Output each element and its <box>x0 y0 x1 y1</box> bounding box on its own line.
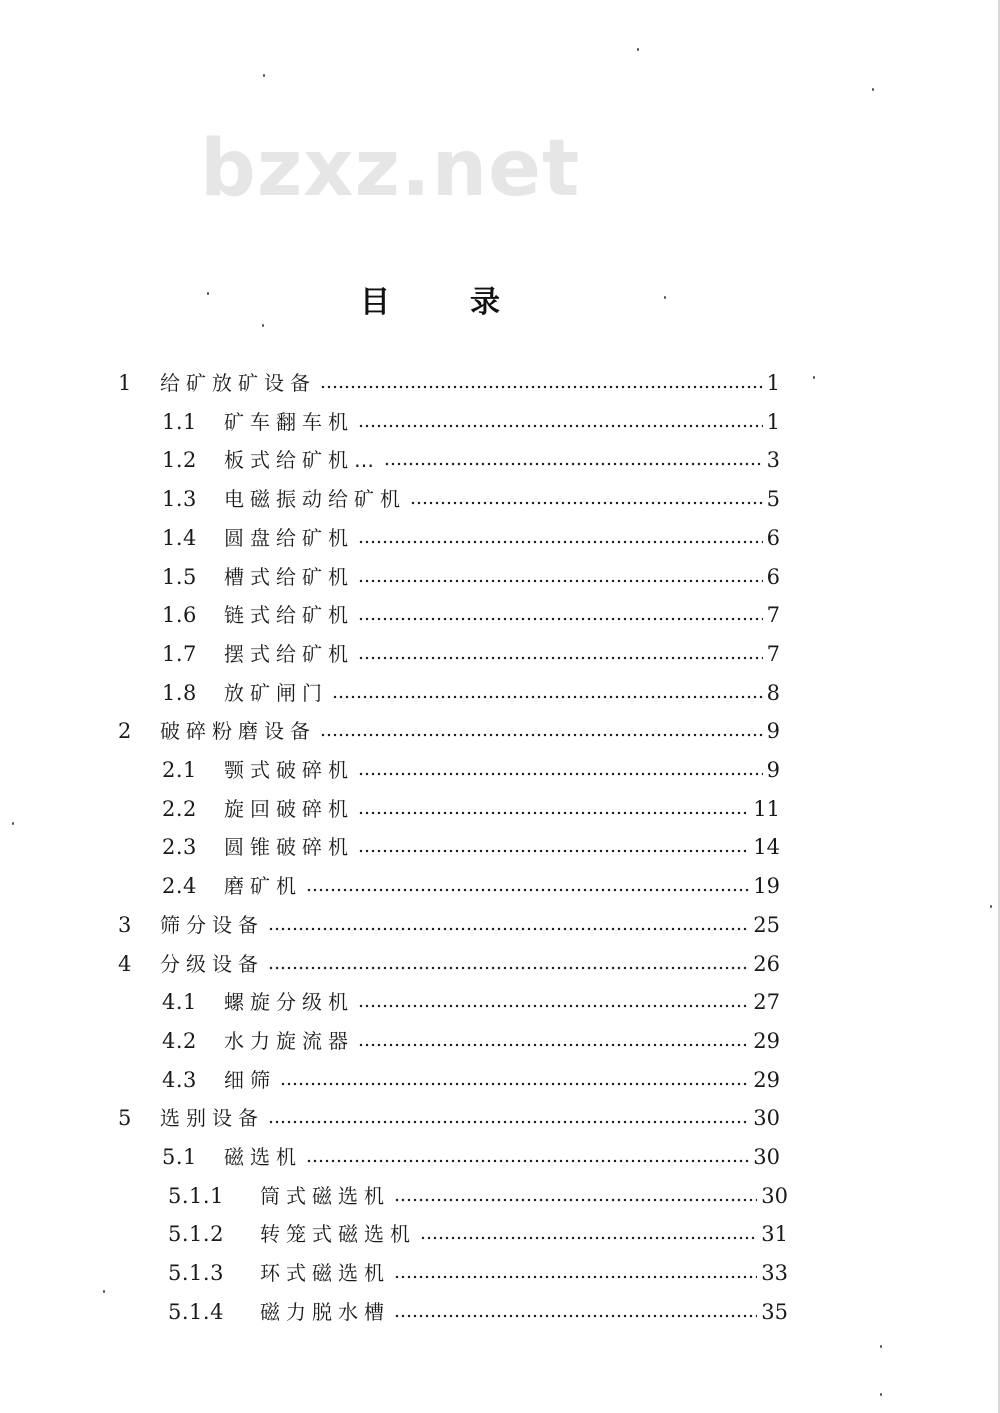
toc-entry-page: 29 <box>753 1028 780 1053</box>
dot-leader <box>358 849 749 853</box>
dot-leader <box>332 695 763 699</box>
toc-entry-label: 选别设备 <box>160 1106 264 1131</box>
toc-entry[interactable] <box>118 712 780 750</box>
toc-entry-label: 旋回破碎机 <box>224 796 354 821</box>
toc-entry-page: 19 <box>753 874 780 899</box>
toc-entry-page: 27 <box>753 990 780 1015</box>
scan-speck <box>12 822 14 825</box>
toc-entry[interactable] <box>162 1022 780 1060</box>
toc-entry-label: 摆式给矿机 <box>224 641 354 666</box>
toc-entry-label: 水力旋流器 <box>224 1028 354 1053</box>
toc-entry-number: 5.1 <box>162 1145 197 1169</box>
toc-entry-label: 磁力脱水槽 <box>260 1299 390 1324</box>
toc-entry-label: 链式给矿机 <box>224 603 354 628</box>
toc-entry-page: 11 <box>753 796 780 821</box>
toc-entry-page: 30 <box>761 1183 788 1208</box>
toc-entry-label: 电磁振动给矿机 <box>224 487 406 512</box>
toc-entry-number: 1 <box>118 371 132 395</box>
toc-entry-page: 7 <box>766 603 780 628</box>
dot-leader <box>268 927 749 931</box>
dot-leader <box>384 462 763 466</box>
toc-entry-number: 4 <box>118 951 132 976</box>
dot-leader <box>320 385 763 389</box>
toc-entry-number: 5.1.4 <box>168 1299 224 1324</box>
dot-leader <box>358 424 763 428</box>
toc-entry-label: 矿车翻车机 <box>224 409 354 434</box>
toc-entry-number: 5.1.3 <box>168 1261 224 1286</box>
toc-entry-page: 6 <box>766 564 780 589</box>
dot-leader <box>358 811 749 815</box>
title-char-2: 录 <box>470 285 500 320</box>
toc-entry-page: 8 <box>766 680 780 705</box>
toc-entry-page: 31 <box>761 1222 788 1247</box>
toc-entry-number: 1.3 <box>162 487 197 512</box>
toc-entry-number: 3 <box>118 912 132 937</box>
dot-leader <box>320 733 763 737</box>
dot-leader <box>358 1043 749 1047</box>
toc-entry-number: 1.1 <box>162 409 197 434</box>
toc-entry-number: 5.1.1 <box>168 1183 224 1208</box>
toc-entry-number: 2.1 <box>162 758 197 782</box>
toc-entry-page: 3 <box>766 448 780 473</box>
toc-entry-number: 4.2 <box>162 1028 197 1053</box>
toc-entry-label: 环式磁选机 <box>260 1261 390 1286</box>
toc-entry-page: 5 <box>766 487 780 512</box>
scan-speck <box>872 88 874 91</box>
toc-entry-page: 9 <box>766 719 780 744</box>
dot-leader <box>420 1236 757 1240</box>
dot-leader <box>394 1275 757 1279</box>
toc-entry-page: 6 <box>766 525 780 550</box>
toc-entry-number: 4.1 <box>162 990 197 1015</box>
toc-entry[interactable] <box>162 558 780 596</box>
scan-speck <box>813 376 815 379</box>
toc-entry-page: 1 <box>766 409 780 434</box>
scan-speck <box>880 1393 882 1396</box>
toc-entry-page: 35 <box>761 1299 788 1324</box>
scan-speck <box>103 1290 105 1293</box>
toc-entry[interactable] <box>162 867 780 905</box>
toc-entry-number: 1.7 <box>162 641 197 666</box>
toc-entry[interactable] <box>162 480 780 518</box>
toc-entry[interactable] <box>168 1215 788 1253</box>
toc-entry[interactable] <box>162 790 780 828</box>
toc-entry-number: 2.2 <box>162 796 197 821</box>
toc-entry-label: 螺旋分级机 <box>224 990 354 1015</box>
page-title <box>360 283 500 323</box>
scan-speck <box>637 48 639 51</box>
toc-entry[interactable] <box>162 828 780 866</box>
toc-entry-number: 2.3 <box>162 835 197 860</box>
toc-entry-number: 1.4 <box>162 525 197 550</box>
toc-entry-page: 29 <box>753 1067 780 1092</box>
toc-entry-label: 放矿闸门 <box>224 680 328 705</box>
toc-entry-label: 筛分设备 <box>160 912 264 937</box>
toc-entry[interactable] <box>168 1293 788 1331</box>
toc-entry-number: 1.2 <box>162 448 197 473</box>
scan-speck <box>263 74 265 77</box>
title-char-1: 目 <box>360 285 390 320</box>
toc-entry-label: 槽式给矿机 <box>224 564 354 589</box>
scan-speck <box>990 905 992 908</box>
toc-entry-label: 板式给矿机… <box>224 448 380 473</box>
toc-entry-page: 14 <box>753 835 780 860</box>
toc-entry[interactable] <box>162 441 780 479</box>
toc-entry-label: 筒式磁选机 <box>260 1183 390 1208</box>
toc-entry[interactable] <box>168 1254 788 1292</box>
toc-entry-label: 给矿放矿设备 <box>160 371 316 395</box>
dot-leader <box>394 1198 757 1202</box>
toc-entry[interactable] <box>118 945 780 983</box>
toc-entry-label: 破碎粉磨设备 <box>160 719 316 744</box>
toc-entry-page: 7 <box>766 641 780 666</box>
toc-entry[interactable] <box>162 635 780 673</box>
toc-entry[interactable] <box>162 674 780 712</box>
toc-entry[interactable] <box>118 364 780 402</box>
watermark: bzxz.net <box>200 124 581 214</box>
toc-entry-label: 磁选机 <box>224 1145 302 1169</box>
toc-entry-page: 25 <box>753 912 780 937</box>
toc-entry[interactable] <box>162 983 780 1021</box>
dot-leader <box>358 540 763 544</box>
toc-entry-number: 4.3 <box>162 1067 197 1092</box>
dot-leader <box>268 966 749 970</box>
toc-entry[interactable] <box>162 751 780 789</box>
toc-entry-page: 30 <box>753 1145 780 1169</box>
toc-entry-number: 5.1.2 <box>168 1222 224 1247</box>
dot-leader <box>358 617 763 621</box>
toc-entry-label: 磨矿机 <box>224 874 302 899</box>
dot-leader <box>394 1314 757 1318</box>
toc-entry[interactable] <box>162 1061 780 1099</box>
toc-entry-label: 转笼式磁选机 <box>260 1222 416 1247</box>
toc-entry[interactable] <box>162 403 780 441</box>
toc-entry-label: 圆锥破碎机 <box>224 835 354 860</box>
toc-entry[interactable] <box>162 519 780 557</box>
dot-leader <box>358 772 763 776</box>
toc-entry[interactable] <box>168 1177 788 1215</box>
toc-entry-page: 30 <box>753 1106 780 1131</box>
dot-leader <box>358 1004 749 1008</box>
toc-entry-number: 1.5 <box>162 564 197 589</box>
scan-speck <box>262 324 264 327</box>
toc-entry-page: 9 <box>766 758 780 782</box>
toc-entry[interactable] <box>162 596 780 634</box>
dot-leader <box>280 1082 749 1086</box>
scan-speck <box>664 296 666 299</box>
dot-leader <box>268 1120 749 1124</box>
toc-entry-number: 5 <box>118 1106 132 1131</box>
dot-leader <box>306 1159 749 1163</box>
dot-leader <box>358 656 763 660</box>
scan-speck <box>880 1345 882 1348</box>
toc-entry-page: 33 <box>761 1261 788 1286</box>
dot-leader <box>358 579 763 583</box>
toc-entry-number: 2 <box>118 719 132 744</box>
toc-entry-label: 颚式破碎机 <box>224 758 354 782</box>
toc-entry-label: 分级设备 <box>160 951 264 976</box>
dot-leader <box>410 501 763 505</box>
toc-entry-page: 26 <box>753 951 780 976</box>
toc-entry[interactable] <box>118 906 780 944</box>
toc-entry-number: 1.8 <box>162 680 197 705</box>
toc-entry-page: 1 <box>766 371 780 395</box>
toc-entry-label: 圆盘给矿机 <box>224 525 354 550</box>
toc-entry-number: 2.4 <box>162 874 197 899</box>
toc-entry[interactable] <box>162 1138 780 1176</box>
dot-leader <box>306 888 749 892</box>
toc-entry-number: 1.6 <box>162 603 197 628</box>
toc-entry-label: 细筛 <box>224 1067 276 1092</box>
scan-speck <box>207 292 209 295</box>
toc-entry[interactable] <box>118 1099 780 1137</box>
